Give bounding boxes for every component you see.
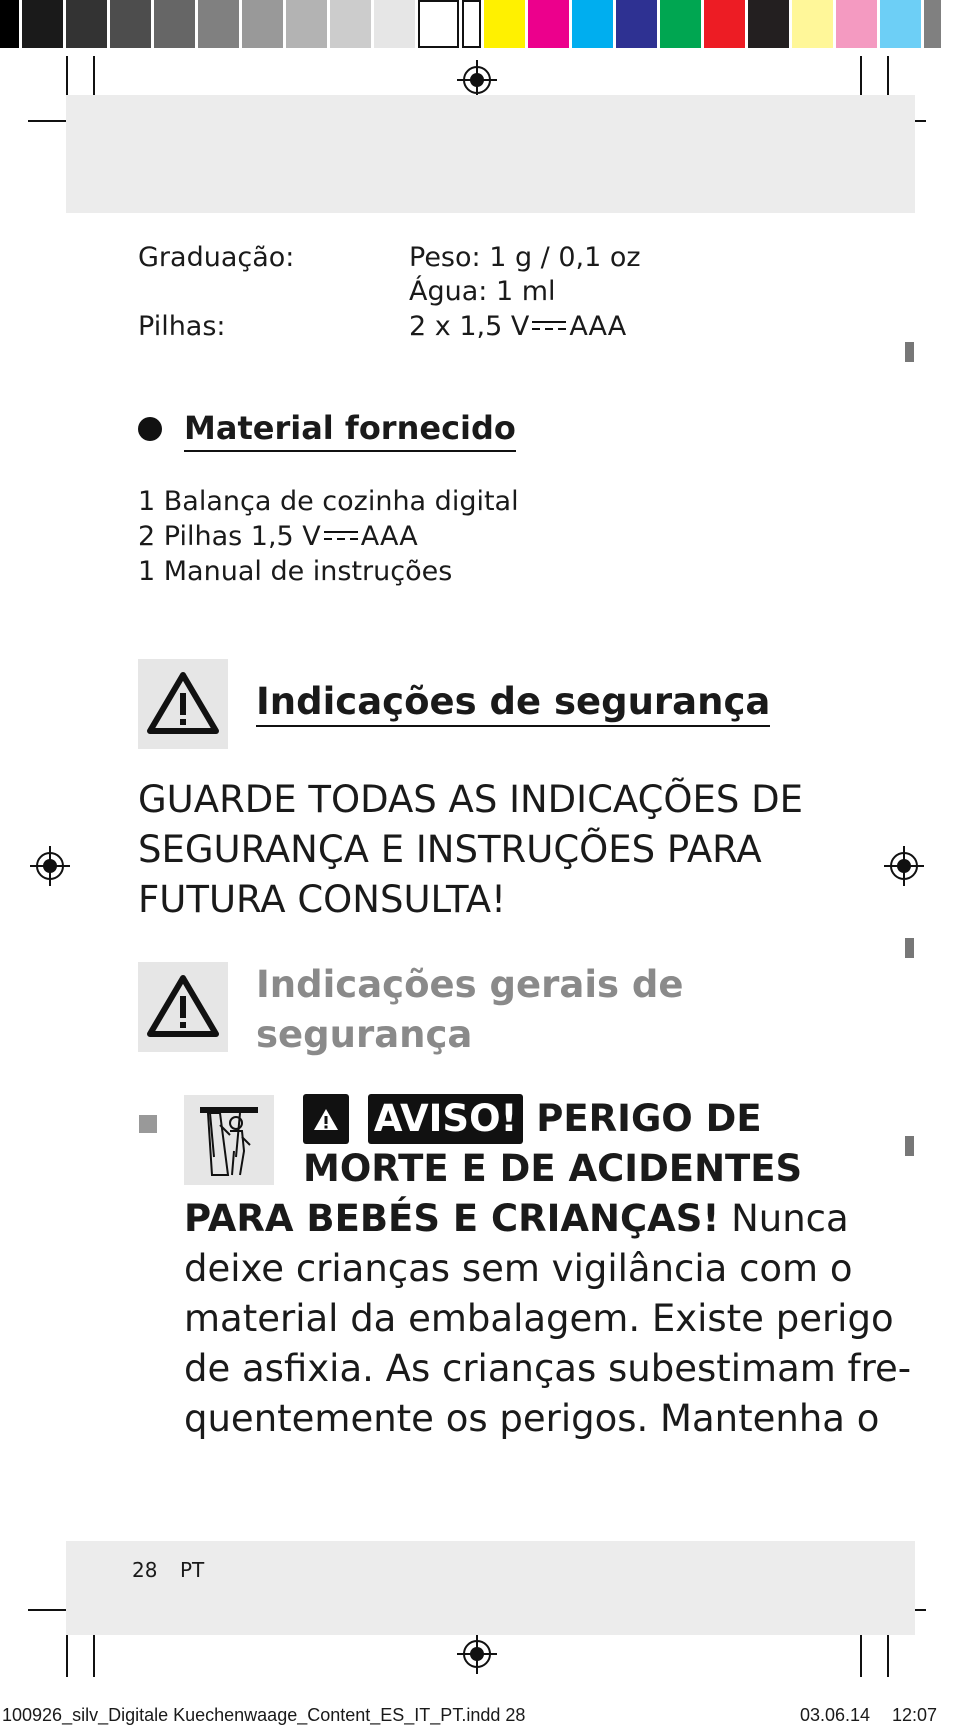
color-swatch [748, 0, 792, 48]
spec-value-pilhas [409, 309, 626, 344]
warning-triangle-icon [311, 1105, 341, 1135]
registration-mark-icon [884, 846, 924, 886]
color-swatch [836, 0, 880, 48]
crop-mark [66, 1633, 68, 1677]
warning-line-1 [303, 1094, 762, 1144]
crop-mark [860, 56, 862, 100]
pilhas-type: AAA [569, 311, 627, 342]
warning-triangle-badge [303, 1094, 349, 1144]
color-swatch [660, 0, 704, 48]
safety-caps-line-1: GUARDE TODAS AS INDICAÇÕES DE [138, 778, 804, 821]
color-swatch [528, 0, 572, 48]
margin-marker [905, 1136, 914, 1156]
spec-value-agua: Água: 1 ml [409, 276, 556, 307]
warning-line-3-rest: Nunca [719, 1197, 849, 1240]
color-swatch [616, 0, 660, 48]
warning-line-7: quentemente os perigos. Mantenha o [184, 1397, 880, 1440]
section-bullet [138, 417, 162, 441]
safety-caps-line-2: SEGURANÇA E INSTRUÇÕES PARA [138, 828, 762, 871]
color-swatch [330, 0, 374, 48]
page-number: 28 [132, 1558, 158, 1582]
material-item-1: 1 Balança de cozinha digital [138, 486, 519, 517]
safety-caps-line-3: FUTURA CONSULTA! [138, 878, 506, 921]
material-item-3: 1 Manual de instruções [138, 556, 453, 587]
color-swatch [704, 0, 748, 48]
material-item-2 [138, 519, 418, 554]
color-swatch [110, 0, 154, 48]
warning-line-4: deixe crianças sem vigilância com o [184, 1247, 853, 1290]
direct-current-icon [324, 530, 358, 542]
footer-band [66, 1541, 915, 1635]
safety-heading: Indicações de segurança [256, 679, 770, 727]
child-with-bag-icon [184, 1095, 274, 1185]
registration-mark-icon [457, 1634, 497, 1674]
registration-mark-icon [457, 60, 497, 100]
margin-marker [905, 938, 914, 958]
slug-filename: 100926_silv_Digitale Kuechenwaage_Content_ES_IT_PT.indd 28 [2, 1705, 526, 1725]
warning-line-5: material da embalagem. Existe perigo [184, 1297, 894, 1340]
color-swatch [0, 0, 22, 48]
color-swatch [418, 0, 462, 48]
spec-label-graduacao: Graduação: [138, 242, 295, 273]
slug-time: 12:07 [892, 1705, 938, 1725]
pilhas-voltage: 2 x 1,5 V [409, 311, 530, 342]
crop-mark [93, 56, 95, 100]
color-swatch [924, 0, 944, 48]
spec-value-peso: Peso: 1 g / 0,1 oz [409, 242, 641, 273]
color-swatch [792, 0, 836, 48]
general-safety-heading-line-2: segurança [256, 1013, 473, 1056]
color-swatch [374, 0, 418, 48]
warning-box [138, 962, 228, 1052]
material-item-2-type: AAA [360, 521, 418, 552]
color-swatch [572, 0, 616, 48]
color-swatch [22, 0, 66, 48]
color-swatch [154, 0, 198, 48]
warning-line-2: MORTE E DE ACIDENTES [303, 1147, 803, 1190]
slug-date: 03.06.14 [800, 1705, 871, 1725]
warning-line-6: de asfixia. As crianças subestimam fre- [184, 1347, 912, 1390]
warning-line-1-rest: PERIGO DE [523, 1097, 762, 1140]
material-heading: Material fornecido [184, 406, 516, 452]
material-item-2-voltage: 2 Pilhas 1,5 V [138, 521, 321, 552]
list-bullet [139, 1115, 157, 1133]
spec-label-pilhas: Pilhas: [138, 311, 226, 342]
color-swatch [462, 0, 484, 48]
color-swatch [286, 0, 330, 48]
warning-box [138, 659, 228, 749]
color-swatch [66, 0, 110, 48]
crop-mark [66, 56, 68, 100]
aviso-badge: AVISO! [368, 1094, 524, 1144]
crop-mark [860, 1633, 862, 1677]
crop-mark [887, 56, 889, 100]
warning-triangle-icon [138, 962, 228, 1052]
registration-mark-icon [30, 846, 70, 886]
warning-line-3 [184, 1194, 849, 1244]
direct-current-icon [532, 320, 566, 332]
warning-triangle-icon [138, 659, 228, 749]
general-safety-heading-line-1: Indicações gerais de [256, 963, 684, 1006]
warning-line-3-bold: PARA BEBÉS E CRIANÇAS! [184, 1197, 720, 1240]
color-swatch [484, 0, 528, 48]
header-band [66, 95, 915, 213]
margin-marker [905, 342, 914, 362]
child-warning-box [184, 1095, 274, 1185]
crop-mark [93, 1633, 95, 1677]
color-swatch [242, 0, 286, 48]
language-code: PT [180, 1558, 205, 1582]
color-swatch [198, 0, 242, 48]
color-swatch [880, 0, 924, 48]
color-calibration-bar [0, 0, 954, 48]
crop-mark [887, 1633, 889, 1677]
